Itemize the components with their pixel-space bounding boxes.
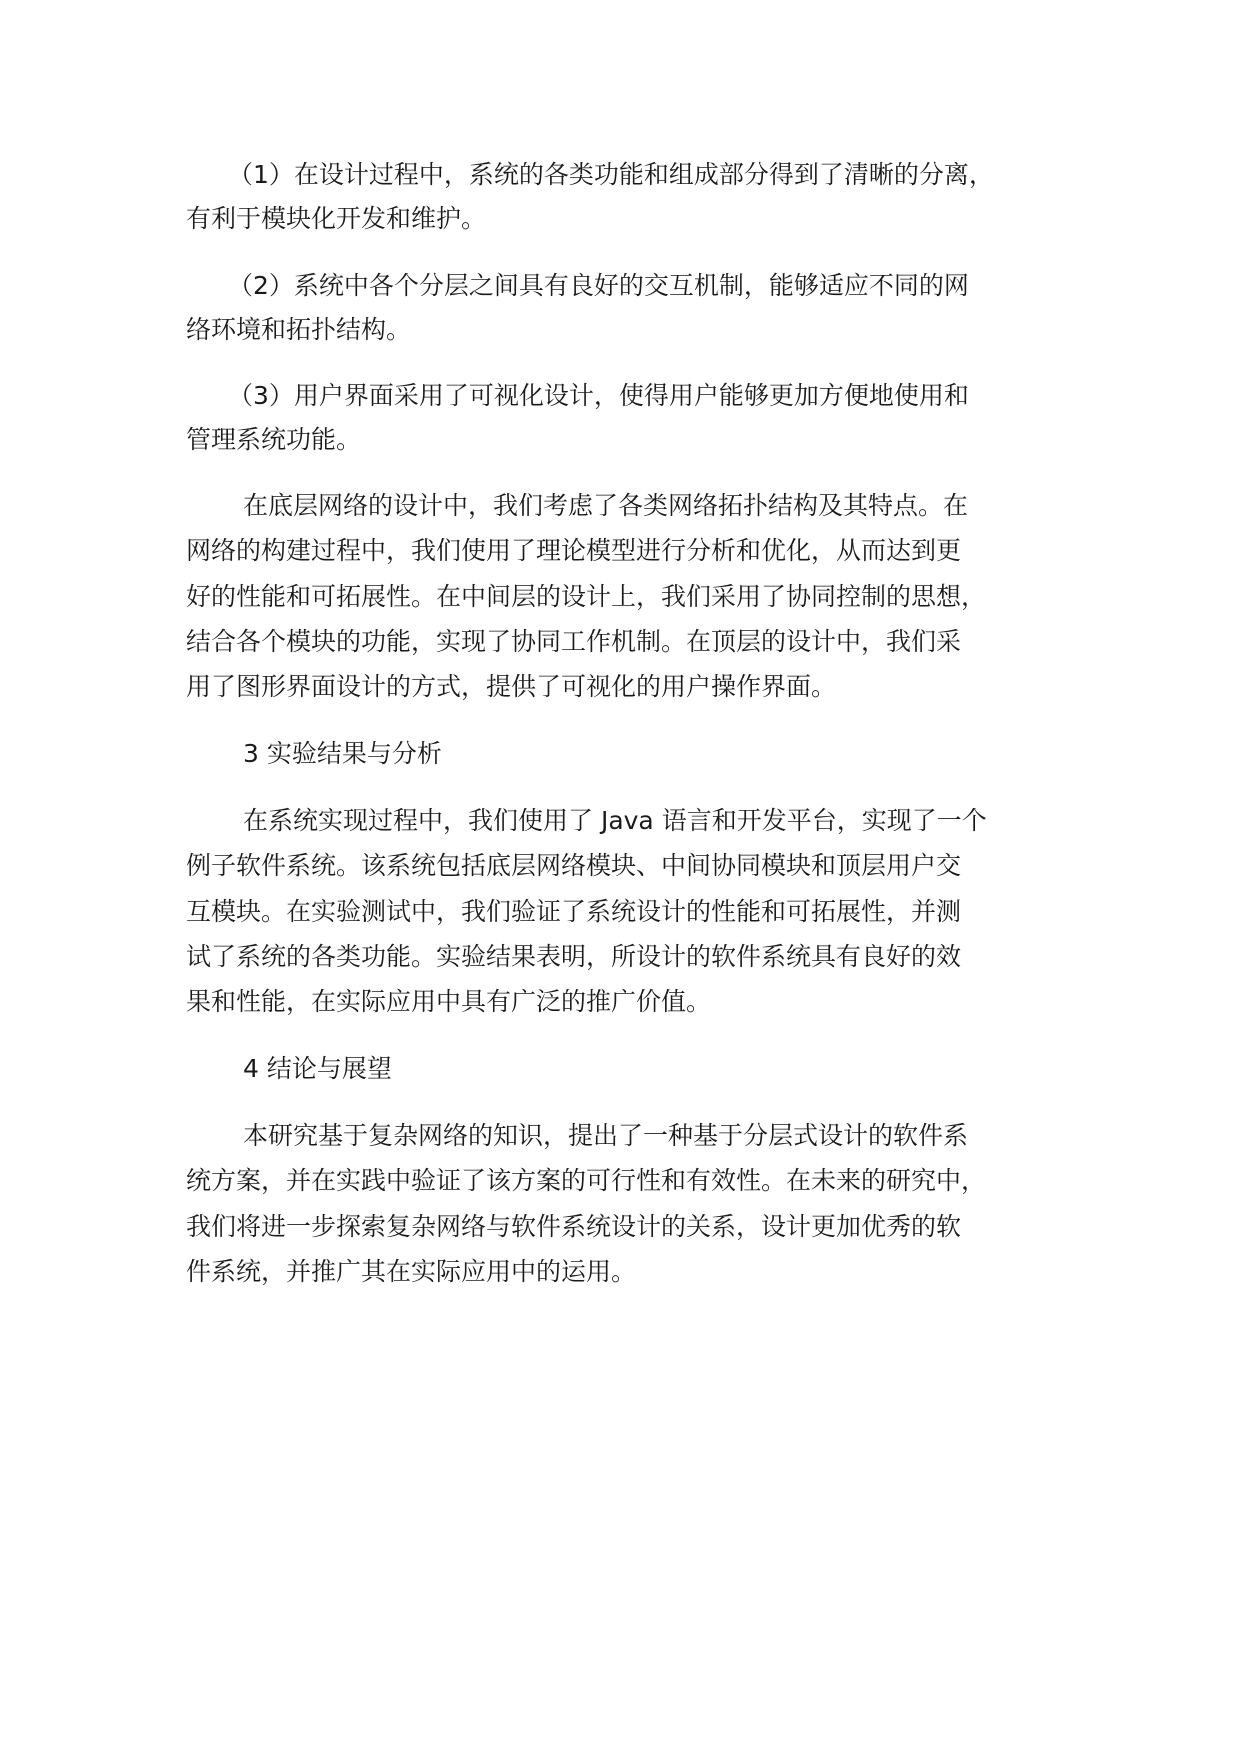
text-line: 用了图形界面设计的方式，提供了可视化的用户操作界面。	[186, 672, 837, 701]
text-line: 络环境和拓扑结构。	[186, 315, 412, 344]
text-line: 在系统实现过程中，我们使用了 Java 语言和开发平台，实现了一个	[243, 806, 987, 835]
text-line: 好的性能和可拓展性。在中间层的设计上，我们采用了协同控制的思想，	[186, 582, 987, 611]
text-line: 统方案，并在实践中验证了该方案的可行性和有效性。在未来的研究中，	[186, 1166, 987, 1195]
text-line: （2）系统中各个分层之间具有良好的交互机制，能够适应不同的网	[228, 271, 969, 300]
text-line: 果和性能，在实际应用中具有广泛的推广价值。	[186, 987, 712, 1016]
text-line: 在底层网络的设计中，我们考虑了各类网络拓扑结构及其特点。在	[243, 491, 969, 520]
text-line: 结合各个模块的功能，实现了协同工作机制。在顶层的设计中，我们采	[186, 627, 962, 656]
text-line: 4 结论与展望	[243, 1054, 392, 1083]
text-line: 我们将进一步探索复杂网络与软件系统设计的关系，设计更加优秀的软	[186, 1212, 962, 1241]
text-line: 网络的构建过程中，我们使用了理论模型进行分析和优化，从而达到更	[186, 536, 962, 565]
text-line: （1）在设计过程中，系统的各类功能和组成部分得到了清晰的分离，	[228, 160, 994, 189]
text-line: 件系统，并推广其在实际应用中的运用。	[186, 1257, 637, 1286]
text-line: 试了系统的各类功能。实验结果表明，所设计的软件系统具有良好的效	[186, 942, 962, 971]
text-line: 管理系统功能。	[186, 425, 362, 454]
text-line: 例子软件系统。该系统包括底层网络模块、中间协同模块和顶层用户交	[186, 851, 962, 880]
text-line: 有利于模块化开发和维护。	[186, 204, 487, 233]
text-line: 本研究基于复杂网络的知识，提出了一种基于分层式设计的软件系	[243, 1121, 969, 1150]
text-line: 3 实验结果与分析	[243, 739, 442, 768]
text-line: 互模块。在实验测试中，我们验证了系统设计的性能和可拓展性，并测	[186, 897, 962, 926]
text-line: （3）用户界面采用了可视化设计，使得用户能够更加方便地使用和	[228, 381, 969, 410]
